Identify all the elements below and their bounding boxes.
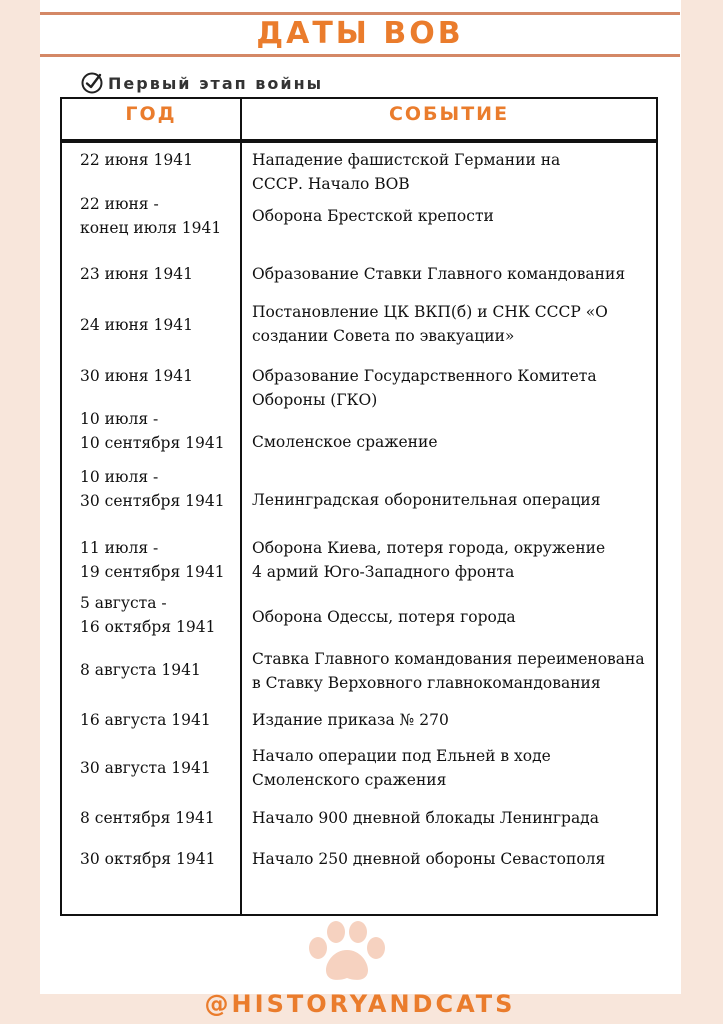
row-date: 10 июля - 10 сентября 1941 <box>80 410 225 452</box>
row-date: 22 июня - конец июля 1941 <box>80 195 222 237</box>
row-date: 11 июля - 19 сентября 1941 <box>80 539 225 581</box>
row-event: Начало 900 дневной блокады Ленинграда <box>252 809 599 827</box>
row-date: 24 июня 1941 <box>80 316 193 334</box>
row-event: Начало операции под Ельней в ходе Смоленского сражения <box>252 747 551 789</box>
row-event: Оборона Брестской крепости <box>252 207 494 225</box>
row-event: Оборона Киева, потеря города, окружение 4 армий Юго-Западного фронта <box>252 539 606 581</box>
row-event: Образование Государственного Комитета Обороны (ГКО) <box>252 367 597 409</box>
row-date: 22 июня 1941 <box>80 151 193 169</box>
row-event: Начало 250 дневной обороны Севастополя <box>252 850 606 868</box>
column-header-event: СОБЫТИЕ <box>388 103 510 125</box>
row-date: 16 августа 1941 <box>80 711 211 729</box>
title-rule-bottom <box>40 54 680 57</box>
row-event: Издание приказа № 270 <box>252 711 449 729</box>
row-event: Смоленское сражение <box>252 433 438 451</box>
row-event: Ленинградская оборонительная операция <box>252 491 601 509</box>
row-event: Образование Ставки Главного командования <box>252 265 626 283</box>
event-column-frame <box>240 141 658 916</box>
row-date: 23 июня 1941 <box>80 265 193 283</box>
page-title: ДАТЫ ВОВ <box>256 16 464 51</box>
row-date: 5 августа - 16 октября 1941 <box>80 594 216 636</box>
row-event: Постановление ЦК ВКП(б) и СНК СССР «О создании Совета по эвакуации» <box>252 303 608 345</box>
column-header-year: ГОД <box>125 103 177 125</box>
row-date: 30 июня 1941 <box>80 367 193 385</box>
row-date: 10 июля - 30 сентября 1941 <box>80 468 225 510</box>
row-event: Нападение фашистской Германии на СССР. Начало ВОВ <box>252 151 561 193</box>
row-date: 30 августа 1941 <box>80 759 211 777</box>
paw-print-icon <box>302 920 392 988</box>
year-column-frame <box>60 141 242 916</box>
row-date: 30 октября 1941 <box>80 850 216 868</box>
footer-handle: @HISTORYANDCATS <box>204 990 516 1018</box>
row-event: Ставка Главного командования переименована в Ставку Верховного главнокомандования <box>252 650 645 692</box>
stage-label: Первый этап войны <box>108 73 324 93</box>
row-date: 8 августа 1941 <box>80 661 201 679</box>
row-event: Оборона Одессы, потеря города <box>252 608 516 626</box>
row-date: 8 сентября 1941 <box>80 809 215 827</box>
